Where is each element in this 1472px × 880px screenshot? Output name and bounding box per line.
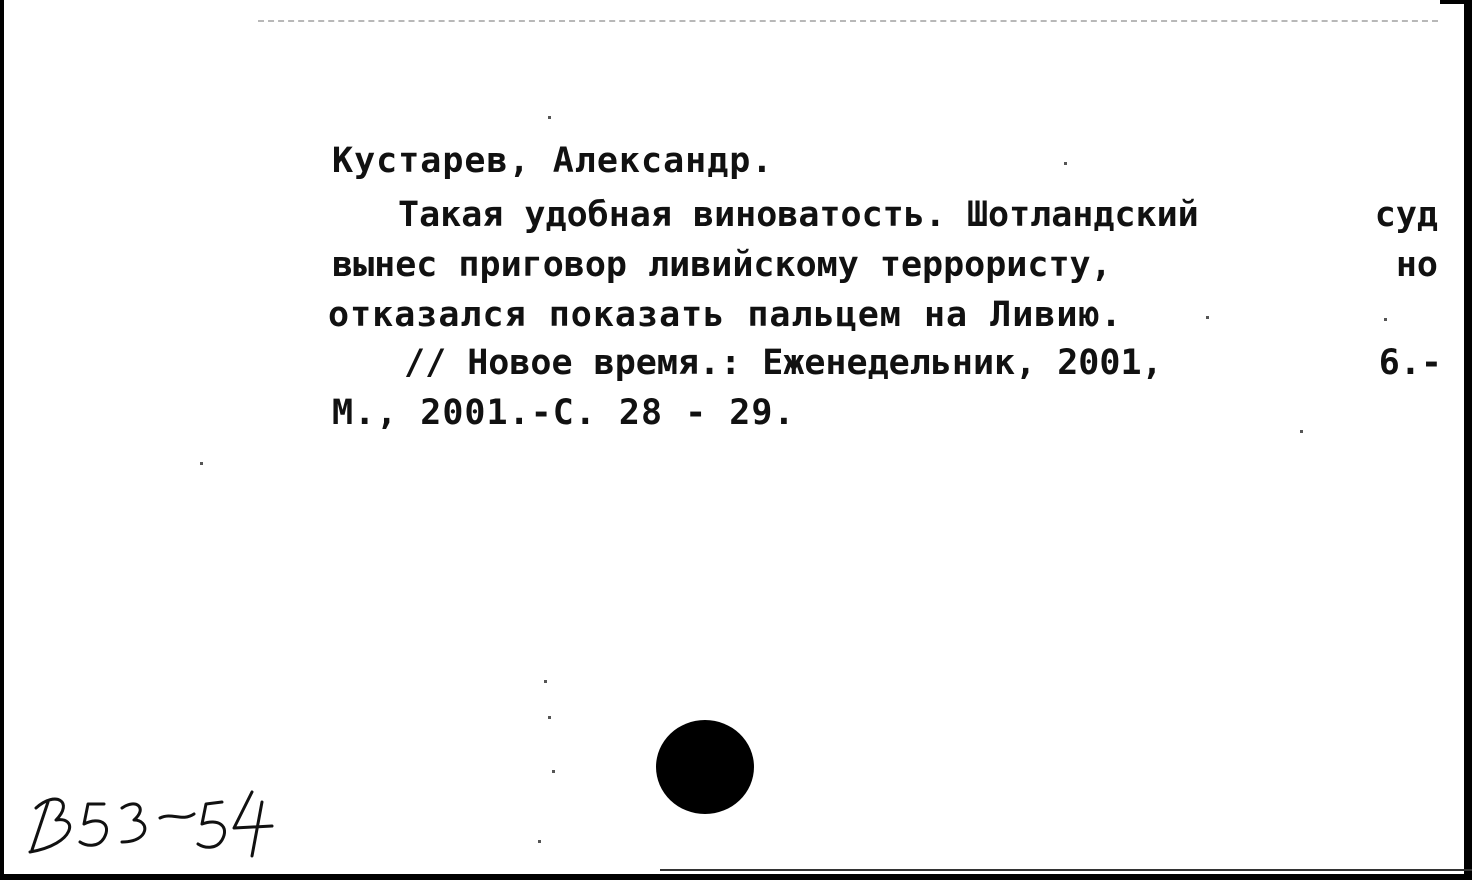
speck (538, 840, 541, 843)
punch-hole (656, 720, 754, 814)
card-border-top-right (1440, 0, 1472, 4)
source-line-1-end: 6.- (1378, 343, 1442, 383)
speck (200, 462, 203, 465)
top-ruled-line (258, 20, 1438, 25)
source-line-2: М., 2001.-С. 28 - 29. (332, 393, 796, 433)
title-line-2-end: но (1395, 245, 1438, 285)
speck (1064, 162, 1067, 165)
speck (544, 680, 547, 683)
author-heading: Кустарев, Александр. (332, 141, 774, 181)
speck (1206, 316, 1209, 319)
speck (1384, 318, 1387, 321)
speck (548, 116, 551, 119)
bottom-ruled-line (660, 869, 1472, 871)
card-border-left (0, 0, 4, 880)
speck (552, 770, 555, 773)
shelf-mark-handwritten (26, 772, 286, 862)
title-line-1-end: суд (1374, 195, 1438, 235)
title-line-1-text: Такая удобная виноватость. Шотландский (398, 195, 1199, 235)
card-border-right (1464, 0, 1472, 880)
speck (1300, 430, 1303, 433)
title-line-1 (398, 195, 1438, 235)
title-line-3: отказался показать пальцем на Ливию. (328, 295, 1123, 335)
source-line-1-text: // Новое время.: Еженедельник, 2001, (404, 343, 1163, 383)
title-line-2 (332, 245, 1438, 285)
title-line-2-text: вынес приговор ливийскому террористу, (332, 245, 1112, 285)
speck (548, 716, 551, 719)
source-line-1 (404, 343, 1442, 383)
card-border-bottom (0, 874, 1472, 880)
